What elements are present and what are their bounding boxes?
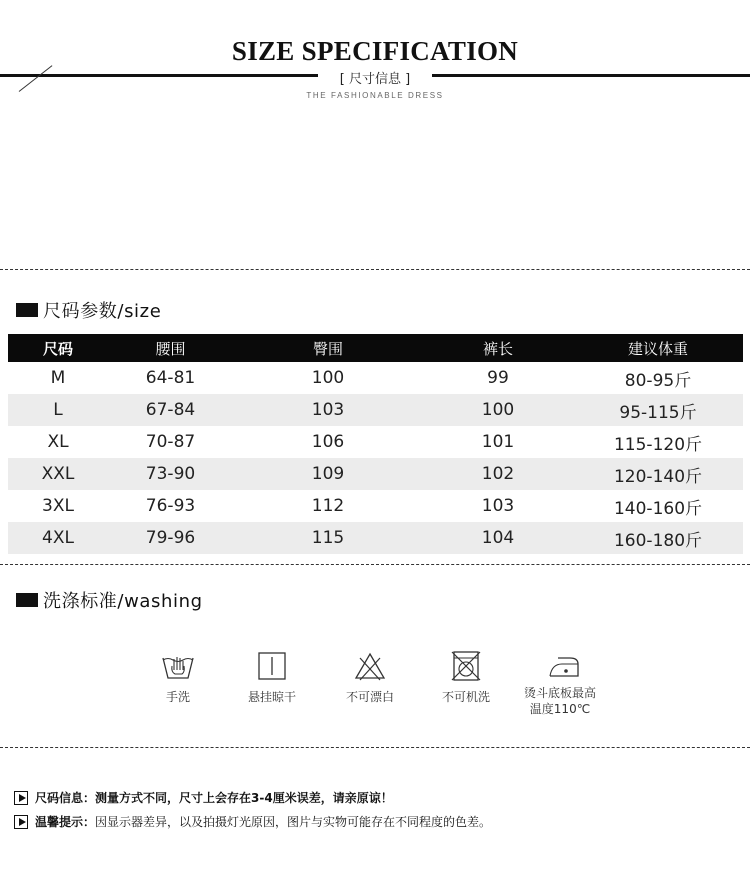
table-row — [8, 522, 743, 554]
header-cell-size: 尺码 — [42, 339, 73, 358]
table-cell: 100 — [311, 368, 345, 388]
black-square-icon — [16, 303, 38, 317]
header-cell-length: 裤长 — [482, 339, 513, 358]
no-machine-wash-icon — [448, 650, 484, 682]
washing-section-heading — [16, 587, 203, 613]
no-bleach-label: 不可漂白 — [345, 690, 394, 704]
table-row — [8, 362, 743, 394]
table-cell: 101 — [481, 432, 515, 452]
no-bleach-icon — [352, 650, 388, 682]
note-label: 尺码信息： — [35, 791, 96, 805]
play-icon — [14, 815, 28, 829]
table-cell: 64-81 — [145, 368, 196, 388]
hang-dry-label: 悬挂晾干 — [247, 690, 296, 704]
note-label: 温馨提示： — [35, 815, 96, 829]
table-cell: 115 — [311, 528, 345, 548]
table-cell: 103 — [311, 400, 345, 420]
table-cell: 100 — [481, 400, 515, 420]
table-cell: 95-115斤 — [619, 402, 697, 423]
table-cell: 79-96 — [145, 528, 196, 548]
table-cell: XL — [47, 432, 69, 452]
note-text: 因显示器差异，以及拍摄灯光原因，图片与实物可能存在不同程度的色差。 — [95, 815, 492, 829]
table-cell: 67-84 — [145, 400, 196, 420]
black-square-icon — [16, 593, 38, 607]
size-table — [8, 334, 743, 554]
table-cell: 120-140斤 — [613, 466, 703, 487]
note-tip — [14, 813, 491, 830]
table-cell: 140-160斤 — [613, 498, 703, 519]
header-cell-weight: 建议体重 — [627, 339, 688, 358]
decorative-slash — [19, 65, 53, 92]
title-rule-left — [0, 74, 318, 77]
page-title: SIZE SPECIFICATION — [231, 36, 519, 66]
size-section-heading — [16, 297, 161, 323]
table-cell: 106 — [311, 432, 345, 452]
note-text: 测量方式不同，尺寸上会存在3-4厘米误差，请亲原谅！ — [95, 791, 393, 805]
table-cell: 80-95斤 — [624, 370, 692, 391]
iron-label-line1: 烫斗底板最高 — [523, 686, 596, 700]
table-cell: L — [53, 400, 63, 420]
table-cell: 112 — [311, 496, 345, 516]
table-cell: 109 — [311, 464, 345, 484]
iron-icon — [546, 650, 582, 682]
size-heading-text: 尺码参数/size — [43, 301, 162, 322]
table-row — [8, 490, 743, 522]
hand-wash-label: 手洗 — [165, 690, 190, 704]
table-cell: 99 — [487, 368, 509, 388]
note-size-info — [14, 789, 393, 806]
hand-wash-icon — [160, 650, 196, 682]
table-cell: 102 — [481, 464, 515, 484]
divider — [0, 269, 750, 270]
divider — [0, 747, 750, 748]
table-cell: M — [50, 368, 66, 388]
table-cell: 103 — [481, 496, 515, 516]
table-cell: 104 — [481, 528, 515, 548]
washing-heading-text: 洗涤标准/washing — [43, 591, 203, 612]
play-icon — [14, 791, 28, 805]
header-cell-waist: 腰围 — [155, 339, 186, 358]
header-cell-hip: 臀围 — [312, 339, 343, 358]
table-cell: 115-120斤 — [613, 434, 703, 455]
subtitle-en: THE FASHIONABLE DRESS — [306, 91, 444, 100]
iron-label-line2: 温度110℃ — [529, 702, 591, 716]
table-row — [8, 394, 743, 426]
subtitle-cn: [ 尺寸信息 ] — [339, 72, 411, 87]
table-cell: 73-90 — [145, 464, 196, 484]
table-row — [8, 458, 743, 490]
divider — [0, 564, 750, 565]
table-row — [8, 426, 743, 458]
table-header — [8, 334, 743, 362]
hang-dry-icon — [254, 650, 290, 682]
table-cell: 70-87 — [145, 432, 196, 452]
title-rule-right — [432, 74, 750, 77]
table-cell: 3XL — [42, 496, 74, 516]
table-cell: XXL — [41, 464, 75, 484]
no-machine-wash-label: 不可机洗 — [441, 690, 490, 704]
table-cell: 160-180斤 — [613, 530, 703, 551]
table-cell: 76-93 — [145, 496, 196, 516]
table-cell: 4XL — [42, 528, 74, 548]
